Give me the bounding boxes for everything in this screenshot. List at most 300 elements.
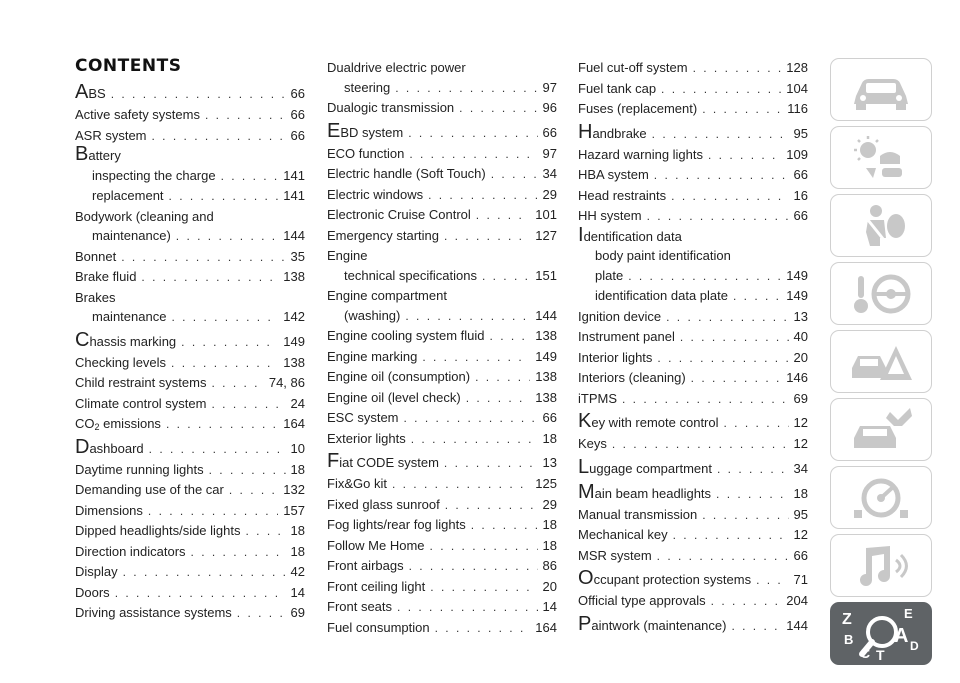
page-number[interactable]: 13 xyxy=(793,308,808,324)
entry-title xyxy=(327,495,440,515)
index-letter-b: B xyxy=(844,631,854,647)
page-number[interactable]: 95 xyxy=(793,506,808,522)
index-entry xyxy=(75,353,305,374)
index-entry xyxy=(578,480,808,505)
page-number[interactable]: 66 xyxy=(290,107,305,122)
tab-safety[interactable] xyxy=(830,194,932,257)
tab-starting-driving[interactable] xyxy=(830,262,932,325)
page-number[interactable]: 86 xyxy=(542,558,557,573)
entry-title xyxy=(327,556,404,576)
page-number[interactable]: 66 xyxy=(542,124,557,140)
index-entry xyxy=(578,412,808,434)
entry-text: Ignition device xyxy=(578,308,662,324)
index-letter-z: Z xyxy=(842,610,852,628)
page-number[interactable]: 34 xyxy=(542,166,557,181)
entry-title xyxy=(75,480,224,500)
entry-title xyxy=(75,105,200,125)
page-number[interactable]: 204 xyxy=(786,593,808,608)
dot-leader xyxy=(459,99,537,119)
dot-leader xyxy=(673,526,789,546)
dot-leader xyxy=(141,268,278,288)
entry-text: body paint identification xyxy=(595,248,731,263)
dot-leader xyxy=(756,570,788,591)
page-number[interactable]: 141 xyxy=(283,167,305,183)
index-entry xyxy=(327,556,557,577)
page-number[interactable]: 138 xyxy=(535,328,557,343)
entry-text: Head restraints xyxy=(578,187,667,203)
index-entry xyxy=(75,267,305,288)
entry-title xyxy=(327,429,406,449)
tab-in-an-emergency[interactable] xyxy=(830,330,932,393)
index-entry xyxy=(578,612,808,637)
page-number[interactable]: 35 xyxy=(290,248,305,264)
page-number[interactable]: 66 xyxy=(793,167,808,182)
entry-title xyxy=(327,618,430,638)
page-number[interactable]: 18 xyxy=(290,543,305,559)
page-number[interactable]: 42 xyxy=(290,564,305,579)
entry-title xyxy=(75,414,161,434)
index-entry xyxy=(75,166,305,187)
dot-leader xyxy=(111,84,286,105)
dot-leader xyxy=(661,80,781,100)
page-number[interactable]: 40 xyxy=(793,329,808,344)
page-number[interactable]: 20 xyxy=(793,349,808,365)
index-entry xyxy=(327,226,557,247)
section-initial-letter: F xyxy=(327,450,340,472)
entry-title xyxy=(578,389,617,409)
page-title: CONTENTS xyxy=(75,56,182,76)
page-number[interactable]: 13 xyxy=(542,455,557,470)
dot-leader xyxy=(622,390,789,410)
dot-leader xyxy=(395,79,537,99)
warning-triangle-car-icon xyxy=(846,338,916,386)
dot-leader xyxy=(121,248,285,268)
page-number[interactable]: 12 xyxy=(793,527,808,542)
entry-text: Manual transmission xyxy=(578,506,698,522)
index-entry xyxy=(75,186,305,207)
page-number[interactable]: 74, 86 xyxy=(268,375,305,390)
dot-leader xyxy=(205,106,286,126)
entry-title xyxy=(75,460,204,480)
entry-title xyxy=(578,412,719,433)
page-number[interactable]: 18 xyxy=(290,461,305,477)
entry-title xyxy=(75,521,241,541)
entry-title xyxy=(578,99,697,119)
entry-text: Engine oil (consumption) xyxy=(327,369,471,384)
page-number[interactable]: 24 xyxy=(290,395,305,411)
entry-text: Dualdrive electric power xyxy=(327,60,466,75)
page-number[interactable]: 10 xyxy=(290,440,305,456)
entry-title xyxy=(327,288,447,303)
page-number[interactable]: 29 xyxy=(542,496,557,512)
entry-text: Brake fluid xyxy=(75,269,137,284)
entry-title xyxy=(578,505,697,525)
entry-text: Doors xyxy=(75,584,110,600)
entry-title xyxy=(327,536,425,556)
entry-title xyxy=(578,480,712,504)
index-entry xyxy=(578,434,808,455)
section-initial-letter: H xyxy=(578,120,593,143)
index-entry xyxy=(327,452,557,474)
dot-leader xyxy=(123,563,286,583)
index-entry xyxy=(327,429,557,450)
index-entry xyxy=(578,165,808,186)
entry-text: Brakes xyxy=(75,289,116,305)
dot-leader xyxy=(475,368,530,388)
index-entry xyxy=(578,120,808,145)
index-entry xyxy=(327,367,557,388)
entry-title xyxy=(578,612,727,636)
entry-title xyxy=(578,546,652,566)
index-entry xyxy=(578,266,808,287)
dot-leader xyxy=(428,186,537,206)
dot-leader xyxy=(680,328,789,348)
page-number[interactable]: 138 xyxy=(283,269,305,284)
page-number[interactable]: 127 xyxy=(535,227,557,243)
entry-text: maintenance) xyxy=(92,228,171,243)
steering-wheel-key-icon xyxy=(846,270,916,318)
entry-title xyxy=(327,119,404,143)
page-number[interactable]: 66 xyxy=(793,547,808,563)
entry-title xyxy=(578,165,649,185)
section-initial-letter: E xyxy=(327,119,341,142)
entry-text: Electric windows xyxy=(327,186,424,202)
page-number[interactable]: 132 xyxy=(283,482,305,497)
page-number[interactable]: 138 xyxy=(535,369,557,384)
index-entry xyxy=(75,414,305,435)
entry-title xyxy=(92,307,166,327)
index-entry xyxy=(75,542,305,563)
entry-text: Emergency starting xyxy=(327,227,439,243)
entry-title xyxy=(92,166,216,186)
dot-leader xyxy=(702,506,788,526)
index-entry xyxy=(578,286,808,307)
dot-leader xyxy=(628,267,781,287)
page-number[interactable]: 149 xyxy=(283,333,305,349)
dot-leader xyxy=(702,100,782,120)
page-number[interactable]: 14 xyxy=(290,584,305,600)
index-column-1 xyxy=(75,80,305,624)
entry-title xyxy=(327,98,454,118)
entry-title xyxy=(578,327,675,347)
entry-text: BD system xyxy=(340,124,404,140)
entry-title xyxy=(578,455,712,479)
page-number[interactable]: 101 xyxy=(535,207,557,222)
entry-text: ASR system xyxy=(75,127,147,143)
entry-text: Engine oil (level check) xyxy=(327,389,461,405)
page-number[interactable]: 116 xyxy=(787,101,808,116)
entry-text: hassis marking xyxy=(89,333,177,349)
dot-leader xyxy=(397,598,538,618)
tab-instrument-panel[interactable] xyxy=(830,126,932,189)
dot-leader xyxy=(191,543,286,563)
index-entry xyxy=(327,347,557,368)
dot-leader xyxy=(149,439,286,460)
section-initial-letter: L xyxy=(578,455,590,478)
entry-subscript: 2 xyxy=(94,422,100,432)
page-number[interactable]: 20 xyxy=(542,578,557,594)
page-number[interactable]: 18 xyxy=(542,517,557,532)
page-number[interactable]: 144 xyxy=(535,307,557,323)
index-entry xyxy=(327,474,557,495)
section-initial-letter: A xyxy=(75,81,89,103)
page-number[interactable]: 144 xyxy=(283,228,305,243)
index-entry xyxy=(75,480,305,501)
dot-leader xyxy=(482,267,530,287)
entry-title xyxy=(327,164,486,184)
page-number[interactable]: 149 xyxy=(786,267,808,283)
tab-index[interactable] xyxy=(830,602,932,665)
page-number[interactable]: 138 xyxy=(283,354,305,370)
dot-leader xyxy=(666,308,788,328)
page-number[interactable]: 157 xyxy=(283,502,305,518)
page-number[interactable]: 29 xyxy=(542,186,557,202)
dot-leader xyxy=(229,481,278,501)
page-number[interactable]: 66 xyxy=(290,86,305,101)
tab-multimedia[interactable] xyxy=(830,534,932,597)
page-number[interactable]: 125 xyxy=(535,476,557,491)
index-entry xyxy=(75,143,305,166)
entry-text: Engine cooling system fluid xyxy=(327,328,485,343)
index-entry xyxy=(578,145,808,166)
dot-leader xyxy=(444,227,530,247)
entry-text: Instrument panel xyxy=(578,329,675,344)
entry-title xyxy=(595,266,623,286)
entry-title xyxy=(75,143,121,165)
entry-title xyxy=(344,306,400,326)
section-initial-letter: D xyxy=(75,435,90,458)
entry-text: Daytime running lights xyxy=(75,461,204,477)
index-letter-d: D xyxy=(910,638,919,653)
entry-text: Engine marking xyxy=(327,348,418,364)
page-number[interactable]: 66 xyxy=(793,208,808,223)
index-entry xyxy=(75,328,305,353)
page-number[interactable]: 18 xyxy=(542,430,557,446)
section-initial-letter: K xyxy=(578,410,592,432)
dot-leader xyxy=(166,415,278,435)
dot-leader xyxy=(691,369,782,389)
page-number[interactable]: 164 xyxy=(283,416,305,431)
entry-text: Interior lights xyxy=(578,349,653,365)
index-entry xyxy=(75,288,305,308)
page-number[interactable]: 16 xyxy=(793,187,808,203)
dot-leader xyxy=(654,166,789,186)
entry-title xyxy=(327,577,425,597)
entry-text: Fixed glass sunroof xyxy=(327,496,440,512)
index-entry xyxy=(578,569,808,591)
entry-text: Electronic Cruise Control xyxy=(327,207,471,222)
page-number[interactable]: 109 xyxy=(786,146,808,162)
index-entry xyxy=(578,368,808,389)
index-entry xyxy=(327,185,557,206)
page-number[interactable]: 66 xyxy=(542,410,557,425)
page-number[interactable]: 149 xyxy=(786,288,808,303)
entry-title xyxy=(327,144,404,164)
entry-title xyxy=(327,452,439,473)
entry-title xyxy=(578,58,688,78)
page-number[interactable]: 97 xyxy=(542,79,557,95)
page-number[interactable]: 97 xyxy=(542,145,557,161)
page-number[interactable]: 14 xyxy=(542,599,557,614)
seatbelt-airbag-icon xyxy=(846,202,916,250)
page-number[interactable]: 71 xyxy=(793,572,808,587)
entry-text: Electric handle (Soft Touch) xyxy=(327,166,486,181)
dot-leader xyxy=(657,349,788,369)
dot-leader xyxy=(693,59,782,79)
entry-text: Hazard warning lights xyxy=(578,146,704,162)
entry-text: technical specifications xyxy=(344,267,477,283)
entry-title xyxy=(595,248,731,263)
entry-title xyxy=(578,223,682,246)
entry-text: Fuel tank cap xyxy=(578,80,657,96)
dot-leader xyxy=(404,409,538,429)
page-number[interactable]: 69 xyxy=(793,390,808,406)
page-number[interactable]: 128 xyxy=(786,60,808,75)
page-number[interactable]: 66 xyxy=(290,127,305,143)
page-number[interactable]: 104 xyxy=(786,80,808,96)
page-number[interactable]: 18 xyxy=(542,537,557,553)
dot-leader xyxy=(444,453,538,474)
index-entry xyxy=(75,105,305,126)
entry-text: iat CODE system xyxy=(339,455,439,470)
index-column-3 xyxy=(578,58,808,637)
dot-leader xyxy=(731,616,781,637)
index-entry xyxy=(75,460,305,481)
entry-title xyxy=(578,206,642,226)
tab-technical-specifications[interactable] xyxy=(830,466,932,529)
index-entry xyxy=(75,583,305,604)
dot-leader xyxy=(405,307,530,327)
entry-title xyxy=(75,542,186,562)
index-entry xyxy=(578,591,808,612)
entry-text: Engine xyxy=(327,248,368,263)
page-number[interactable]: 12 xyxy=(793,415,808,430)
dot-leader xyxy=(152,127,286,147)
dot-leader xyxy=(237,604,286,624)
entry-text: Front airbags xyxy=(327,558,404,573)
page-number[interactable]: 151 xyxy=(535,267,557,283)
index-entry xyxy=(578,327,808,348)
page-number[interactable]: 138 xyxy=(535,389,557,405)
entry-title xyxy=(578,434,607,454)
dot-leader xyxy=(430,537,538,557)
page-number[interactable]: 149 xyxy=(535,348,557,364)
page-number[interactable]: 141 xyxy=(283,188,305,203)
entry-text: BS xyxy=(88,86,106,101)
page-number[interactable]: 18 xyxy=(290,523,305,538)
entry-text: Dualogic transmission xyxy=(327,100,455,115)
entry-text: Follow Me Home xyxy=(327,537,425,553)
index-entry xyxy=(578,79,808,100)
entry-title xyxy=(75,603,232,623)
entry-text: uggage compartment xyxy=(589,460,712,476)
entry-text: Bonnet xyxy=(75,248,117,264)
entry-text: andbrake xyxy=(592,125,647,141)
index-entry xyxy=(327,306,557,327)
entry-text: Official type approvals xyxy=(578,593,706,608)
index-entry xyxy=(327,577,557,598)
entry-text: inspecting the charge xyxy=(92,167,216,183)
index-entry xyxy=(327,408,557,429)
entry-text: ECO function xyxy=(327,145,405,161)
entry-title xyxy=(327,367,470,387)
entry-text: Dipped headlights/side lights xyxy=(75,523,241,538)
index-entry xyxy=(578,246,808,266)
entry-text: Climate control system xyxy=(75,395,207,411)
dot-leader xyxy=(490,327,531,347)
page-number[interactable]: 146 xyxy=(786,370,808,385)
tab-servicing-care[interactable] xyxy=(830,398,932,461)
dot-leader xyxy=(209,461,286,481)
entry-title xyxy=(578,186,666,206)
entry-title xyxy=(75,394,206,414)
entry-text: steering xyxy=(344,79,391,95)
entry-text: Fuses (replacement) xyxy=(578,101,698,116)
section-initial-letter: O xyxy=(578,567,594,589)
dot-leader xyxy=(733,287,781,307)
page-number[interactable]: 164 xyxy=(535,619,557,635)
entry-title xyxy=(595,286,728,306)
entry-text: Interiors (cleaning) xyxy=(578,370,686,385)
page-number[interactable]: 96 xyxy=(542,100,557,115)
entry-title xyxy=(75,562,118,582)
page-number[interactable]: 18 xyxy=(793,485,808,501)
dot-leader xyxy=(246,522,286,542)
dot-leader xyxy=(724,413,789,434)
page-number[interactable]: 142 xyxy=(283,309,305,324)
page-number[interactable]: 69 xyxy=(290,605,305,620)
page-number[interactable]: 95 xyxy=(793,125,808,141)
entry-title xyxy=(578,525,668,545)
dot-leader xyxy=(476,206,531,226)
dot-leader xyxy=(115,584,286,604)
entry-text: ey with remote control xyxy=(591,415,719,430)
index-entry xyxy=(75,126,305,147)
index-entry xyxy=(75,226,305,247)
index-entry xyxy=(327,144,557,165)
page-number[interactable]: 12 xyxy=(793,436,808,451)
index-entry xyxy=(327,597,557,618)
specifications-gauge-icon xyxy=(846,474,916,522)
dot-leader xyxy=(409,145,537,165)
entry-text: ESC system xyxy=(327,410,399,425)
index-entry xyxy=(578,525,808,546)
entry-title xyxy=(327,205,471,225)
dot-leader xyxy=(392,475,530,495)
index-entry xyxy=(327,495,557,516)
entry-title xyxy=(75,83,106,104)
entry-title xyxy=(578,569,751,590)
index-entry xyxy=(578,206,808,227)
index-letter-c: C xyxy=(860,644,871,661)
dot-leader xyxy=(171,308,278,328)
tab-knowing-your-car[interactable] xyxy=(830,58,932,121)
index-search-icon xyxy=(836,606,926,662)
entry-title xyxy=(327,226,439,246)
page-number[interactable]: 144 xyxy=(786,617,808,633)
entry-text: Keys xyxy=(578,436,607,451)
dot-leader xyxy=(652,124,789,145)
page-number[interactable]: 34 xyxy=(793,460,808,476)
index-entry xyxy=(327,618,557,639)
entry-text: Display xyxy=(75,564,118,579)
dot-leader xyxy=(422,348,530,368)
index-entry xyxy=(75,373,305,394)
index-entry xyxy=(75,562,305,583)
entry-text: aintwork (maintenance) xyxy=(591,617,727,633)
entry-title xyxy=(92,226,171,246)
dot-leader xyxy=(408,123,537,144)
